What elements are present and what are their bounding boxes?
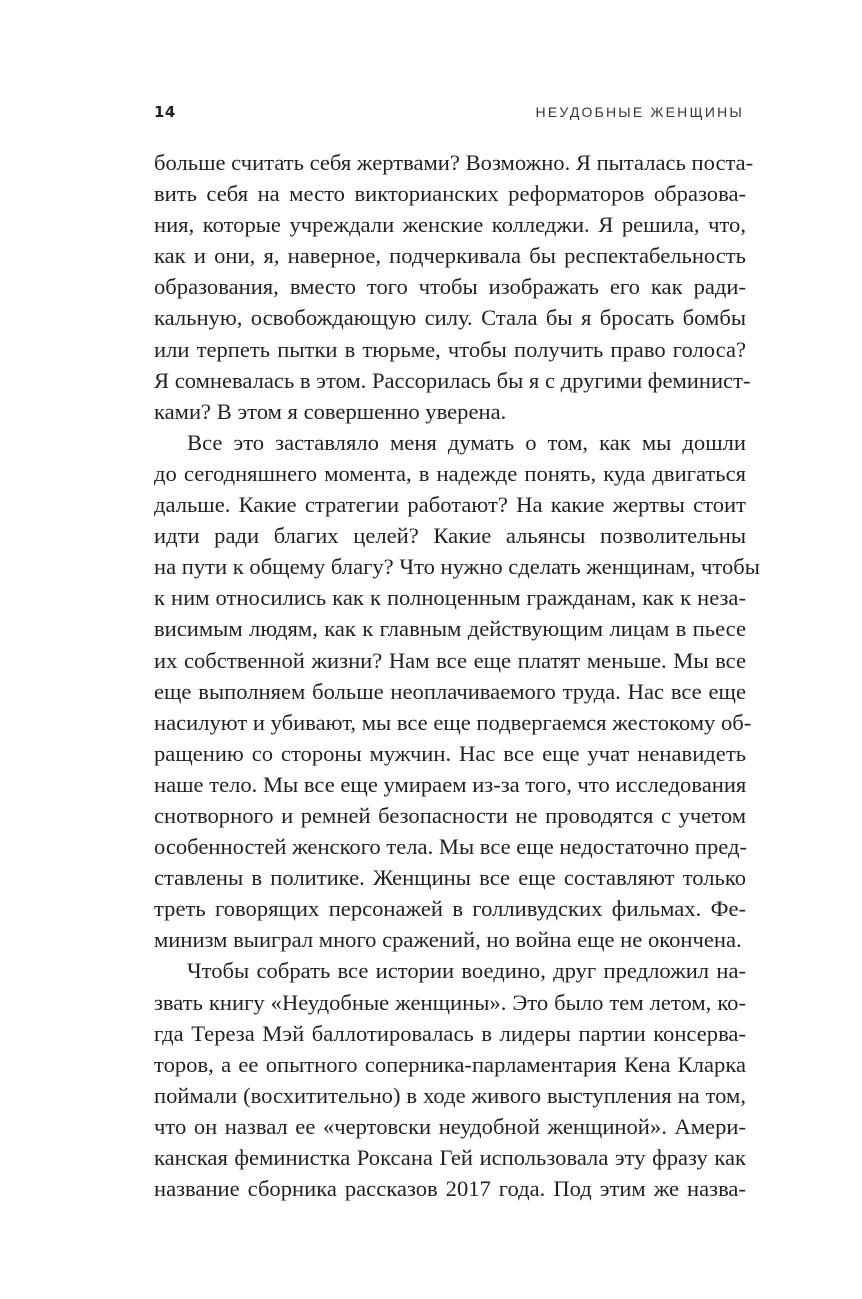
text-line: торов, а ее опытного соперника-парламентария Кена Кларка (154, 1051, 746, 1077)
paragraph-2 (154, 427, 760, 956)
text-line: Чтобы собрать все истории воедино, друг предложил на- (187, 958, 746, 984)
running-header (0, 101, 862, 123)
text-line: насилуют и убивают, мы все еще подвергаемся жестокому об- (154, 709, 752, 735)
text-line: минизм выиграл много сражений, но война еще не окончена. (154, 927, 742, 953)
text-line: или терпеть пытки в тюрьме, чтобы получить право голоса? (154, 336, 746, 362)
page-number: 14 (154, 103, 176, 121)
text-line: дальше. Какие стратегии работают? На какие жертвы стоит (154, 492, 746, 518)
body-text (154, 147, 760, 1204)
text-line: образования, вместо того чтобы изображать его как ради- (154, 274, 746, 300)
text-line: звать книгу «Неудобные женщины». Это было тем летом, ко- (154, 989, 746, 1015)
text-line: особенностей женского тела. Мы все еще недостаточно пред- (154, 834, 748, 860)
running-book-title: НЕУДОБНЫЕ ЖЕНЩИНЫ (535, 104, 744, 120)
text-line: до сегодняшнего момента, в надежде понять, куда двигаться (154, 460, 746, 486)
text-line: вить себя на место викторианских реформаторов образова- (154, 181, 746, 207)
text-line: больше считать себя жертвами? Возможно. Я пыталась поста- (154, 150, 754, 175)
text-line: канская феминистка Роксана Гей использовала эту фразу как (154, 1145, 746, 1170)
text-line: Я сомневалась в этом. Рассорилась бы я с другими феминист- (154, 367, 751, 393)
text-line: ками? В этом я совершенно уверена. (154, 398, 507, 424)
text-line: гда Тереза Мэй баллотировалась в лидеры партии консерва- (154, 1020, 746, 1046)
text-line: поймали (восхитительно) в ходе живого выступления на том, (154, 1082, 746, 1108)
text-line: еще выполняем больше неоплачиваемого труда. Нас все еще (154, 678, 746, 704)
paragraph-3 (154, 955, 746, 1204)
paragraph-1 (154, 147, 754, 427)
text-line: треть говорящих персонажей в голливудских фильмах. Фе- (154, 896, 746, 922)
text-line: название сборника рассказов 2017 года. Под этим же назва- (154, 1176, 746, 1202)
text-line: к ним относились как к полноценным гражданам, как к неза- (154, 585, 746, 611)
text-line: снотворного и ремней безопасности не проводятся с учетом (154, 802, 746, 828)
text-line: на пути к общему благу? Что нужно сделать женщинам, чтобы (154, 554, 760, 580)
text-line: их собственной жизни? Нам все еще платят меньше. Мы все (154, 647, 746, 673)
text-line: висимым людям, как к главным действующим лицам в пьесе (154, 616, 746, 642)
text-line: ния, которые учреждали женские колледжи. Я решила, что, (154, 212, 746, 238)
text-line: как и они, я, наверное, подчеркивала бы респектабельность (154, 243, 746, 269)
text-line: что он назвал ее «чертовски неудобной женщиной». Амери- (154, 1113, 746, 1139)
text-line: ставлены в политике. Женщины все еще составляют только (154, 865, 746, 891)
text-line: ращению со стороны мужчин. Нас все еще учат ненавидеть (154, 740, 746, 766)
text-line: кальную, освобождающую силу. Стала бы я бросать бомбы (154, 305, 746, 331)
text-line: наше тело. Мы все еще умираем из-за того, что исследования (154, 771, 747, 797)
text-line: идти ради благих целей? Какие альянсы позволительны (154, 523, 746, 549)
text-line: Все это заставляло меня думать о том, как мы дошли (187, 429, 746, 455)
